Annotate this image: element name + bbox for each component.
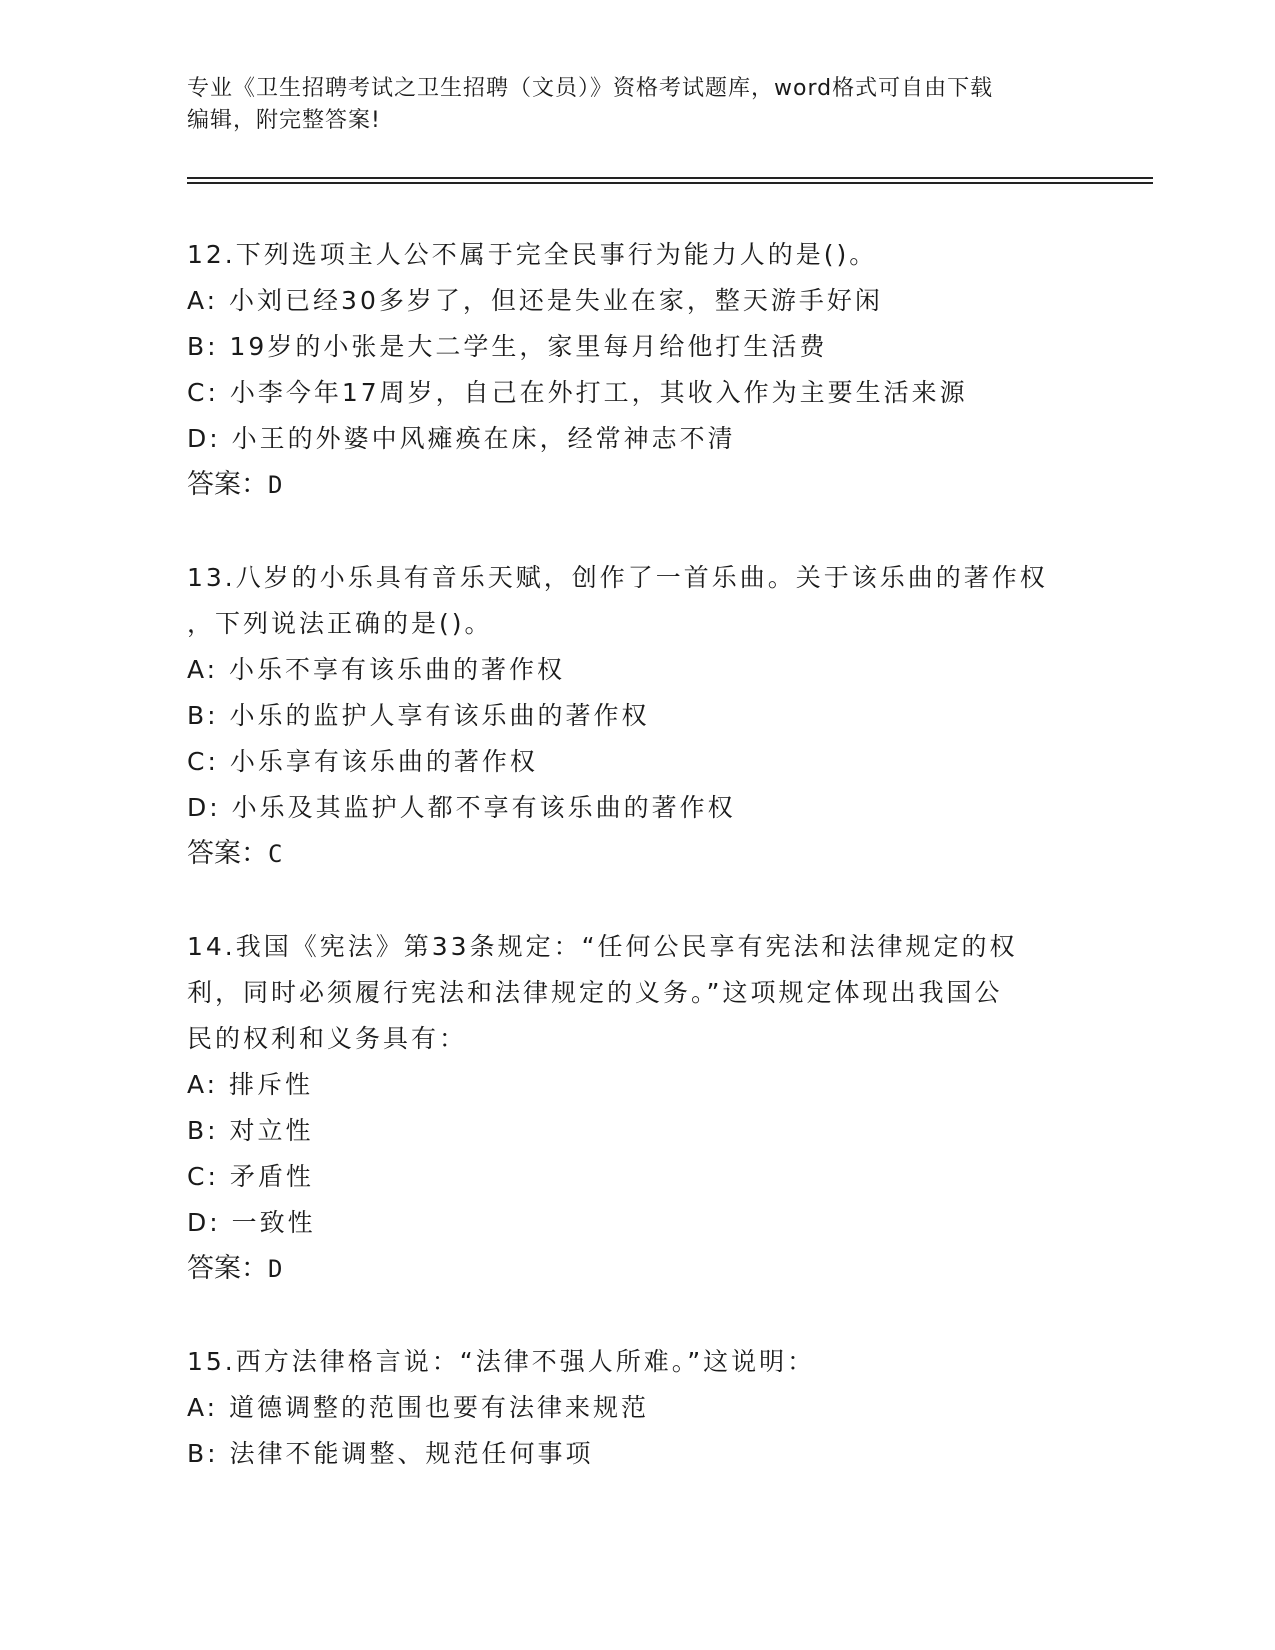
option-c: C: 小乐享有该乐曲的著作权	[187, 747, 538, 776]
option-b: B: 小乐的监护人享有该乐曲的著作权	[187, 701, 650, 730]
option-a: A: 道德调整的范围也要有法律来规范	[187, 1393, 650, 1422]
header-divider-top	[187, 177, 1153, 179]
answer-line	[187, 831, 1087, 877]
option-d: D: 一致性	[187, 1208, 316, 1237]
answer-line	[187, 462, 1087, 508]
question-stem: ，下列说法正确的是()。	[187, 609, 493, 638]
question-12	[187, 232, 1087, 508]
option-b: B: 法律不能调整、规范任何事项	[187, 1439, 594, 1468]
question-14	[187, 924, 1087, 1292]
answer-value: C	[268, 840, 283, 868]
header-line-1: 专业《卫生招聘考试之卫生招聘（文员）》资格考试题库，word格式可自由下载	[187, 76, 994, 101]
document-header	[187, 73, 1087, 137]
question-15	[187, 1339, 1087, 1477]
answer-label: 答案：	[187, 838, 268, 869]
option-b: B: 对立性	[187, 1116, 314, 1145]
option-a: A: 小乐不享有该乐曲的著作权	[187, 655, 566, 684]
question-stem: 民的权利和义务具有：	[187, 1024, 468, 1053]
question-13	[187, 555, 1087, 877]
question-stem: 12.下列选项主人公不属于完全民事行为能力人的是()。	[187, 240, 878, 269]
question-list	[187, 232, 1087, 1524]
question-stem: 15.西方法律格言说：“法律不强人所难。”这说明：	[187, 1347, 816, 1376]
answer-label: 答案：	[187, 1253, 268, 1284]
option-a: A: 排斥性	[187, 1070, 314, 1099]
question-stem: 13.八岁的小乐具有音乐天赋，创作了一首乐曲。关于该乐曲的著作权	[187, 563, 1048, 592]
option-a: A: 小刘已经30多岁了，但还是失业在家，整天游手好闲	[187, 286, 883, 315]
option-d: D: 小王的外婆中风瘫痪在床，经常神志不清	[187, 424, 736, 453]
option-c: C: 矛盾性	[187, 1162, 314, 1191]
answer-value: D	[268, 1255, 283, 1283]
option-b: B: 19岁的小张是大二学生，家里每月给他打生活费	[187, 332, 828, 361]
answer-line	[187, 1246, 1087, 1292]
header-divider-bottom	[187, 182, 1153, 184]
option-d: D: 小乐及其监护人都不享有该乐曲的著作权	[187, 793, 736, 822]
answer-label: 答案：	[187, 469, 268, 500]
option-c: C: 小李今年17周岁，自己在外打工，其收入作为主要生活来源	[187, 378, 968, 407]
answer-value: D	[268, 471, 283, 499]
question-stem: 利，同时必须履行宪法和法律规定的义务。”这项规定体现出我国公	[187, 978, 1003, 1007]
question-stem: 14.我国《宪法》第33条规定：“任何公民享有宪法和法律规定的权	[187, 932, 1018, 961]
header-line-2: 编辑，附完整答案!	[187, 108, 381, 133]
